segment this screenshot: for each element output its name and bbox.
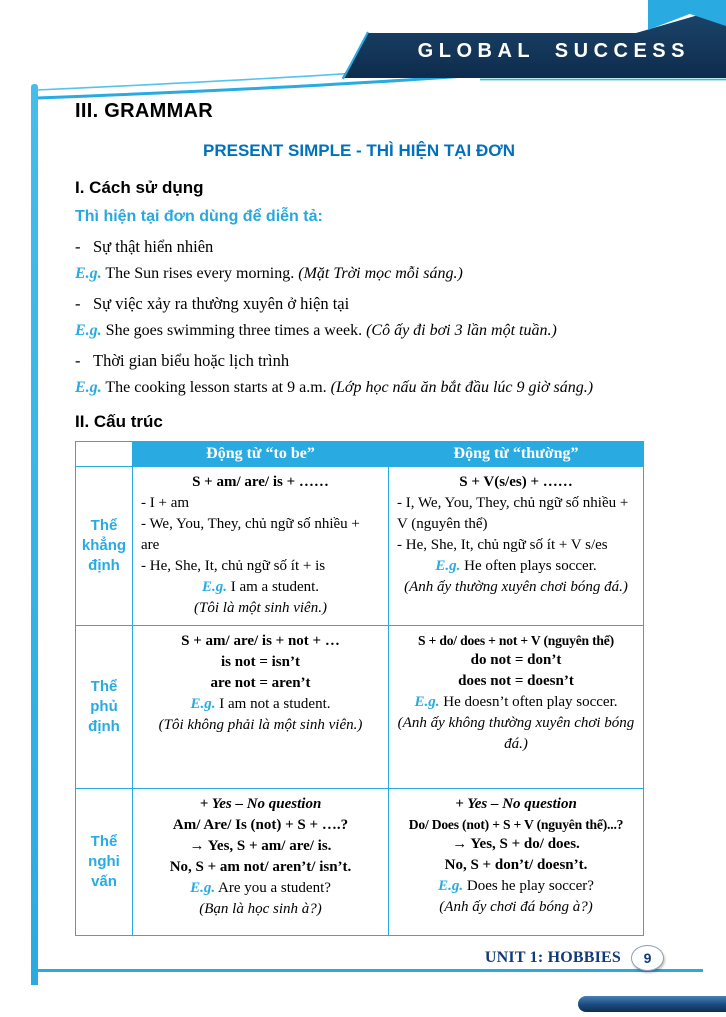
table-line: E.g. He doesn’t often play soccer. — [414, 694, 618, 711]
table-line: are not = aren’t — [210, 675, 311, 691]
bullet-dash: - — [75, 237, 81, 256]
footer-unit-label: UNIT 1: HOBBIES — [484, 949, 621, 966]
left-accent-bar — [31, 84, 38, 985]
table-line: No, S + am not/ aren’t/ isn’t. — [169, 859, 352, 875]
table-body — [76, 467, 644, 936]
table-line: - We, You, They, chủ ngữ số nhiều + are — [141, 516, 360, 553]
table-line: → Yes, S + am/ are/ is. — [189, 838, 332, 854]
table-line: (Tôi là một sinh viên.) — [194, 600, 327, 616]
table-line: (Anh ấy thường xuyên chơi bóng đá.) — [404, 579, 628, 595]
usage-example — [75, 265, 643, 283]
example-translation: (Lớp học nấu ăn bắt đầu lúc 9 giờ sáng.) — [330, 379, 594, 396]
table-line: does not = doesn’t — [458, 673, 574, 690]
table-row — [76, 626, 644, 789]
ordinary-verb-cell — [389, 789, 644, 936]
eg-label: E.g. — [414, 694, 440, 711]
usage-intro: Thì hiện tại đơn dùng để diễn tả: — [75, 208, 323, 225]
usage-list — [75, 237, 643, 397]
table-line: is not = isn’t — [221, 654, 300, 670]
table-line: S + do/ does + not + V (nguyên thể) — [418, 633, 614, 648]
usage-example — [75, 379, 643, 397]
table-line: S + am/ are/ is + not + … — [181, 633, 340, 649]
example-sentence: The cooking lesson starts at 9 a.m. — [101, 379, 331, 396]
tobe-cell — [133, 789, 389, 936]
table-line: E.g. He often plays soccer. — [435, 558, 597, 574]
usage-example — [75, 322, 643, 340]
table-line: Am/ Are/ Is (not) + S + ….? — [172, 817, 349, 833]
ordinary-verb-cell — [389, 467, 644, 626]
row-label: Thể phủ định — [76, 626, 133, 789]
example-sentence: She goes swimming three times a week. — [101, 322, 367, 339]
table-row — [76, 789, 644, 936]
lesson-title: PRESENT SIMPLE - THÌ HIỆN TẠI ĐƠN — [202, 141, 516, 160]
brand-logo: GLOBAL SUCCESS — [417, 40, 690, 62]
usage-point-text: Sự việc xảy ra thường xuyên ở hiện tại — [93, 294, 350, 313]
table-line: E.g. Are you a student? — [190, 880, 331, 896]
table-line: - He, She, It, chủ ngữ số ít + is — [141, 558, 326, 574]
eg-label: E.g. — [75, 379, 102, 396]
table-line: E.g. Does he play soccer? — [438, 878, 594, 895]
table-line: E.g. I am a student. — [201, 579, 320, 595]
usage-point — [75, 237, 643, 257]
structure-table — [75, 441, 644, 936]
row-label: Thể nghi vấn — [76, 789, 133, 936]
bullet-dash: - — [75, 294, 81, 313]
table-row — [76, 467, 644, 626]
table-line: No, S + don’t/ doesn’t. — [444, 857, 588, 874]
usage-point-text: Thời gian biểu hoặc lịch trình — [93, 351, 290, 370]
eg-label: E.g. — [75, 265, 102, 282]
table-header-row — [76, 442, 644, 467]
table-line: → Yes, S + do/ does. — [452, 836, 580, 853]
usage-point — [75, 294, 643, 314]
section-title: III. GRAMMAR — [75, 100, 214, 122]
ordinary-verb-cell — [389, 626, 644, 789]
bullet-dash: - — [75, 351, 81, 370]
table-line: (Tôi không phải là một sinh viên.) — [158, 717, 363, 733]
table-line: S + V(s/es) + …… — [459, 474, 573, 490]
eg-label: E.g. — [201, 579, 227, 595]
example-translation: (Cô ấy đi bơi 3 lần một tuần.) — [366, 322, 557, 339]
bottom-accent-bar — [578, 996, 726, 1012]
page-number-badge: 9 — [631, 945, 664, 971]
table-line: (Anh ấy chơi đá bóng à?) — [439, 899, 593, 916]
table-line: do not = don’t — [470, 652, 562, 669]
usage-point — [75, 351, 643, 371]
structure-heading: II. Cấu trúc — [75, 412, 163, 431]
table-line: - He, She, It, chủ ngữ số ít + V s/es — [397, 537, 608, 553]
eg-label: E.g. — [190, 696, 216, 712]
table-line: - I, We, You, They, chủ ngữ số nhiều + V (nguyên thể) — [397, 495, 629, 532]
footer — [485, 945, 664, 971]
example-sentence: The Sun rises every morning. — [101, 265, 299, 282]
table-line: (Anh ấy không thường xuyên chơi bóng đá.) — [397, 715, 635, 753]
tobe-cell — [133, 626, 389, 789]
table-line: - I + am — [141, 495, 190, 511]
page-content — [75, 94, 643, 936]
table-line: + Yes – No question — [455, 796, 577, 812]
table-line: (Bạn là học sinh à?) — [199, 901, 322, 917]
table-line: E.g. I am not a student. — [190, 696, 331, 712]
usage-point-text: Sự thật hiển nhiên — [93, 237, 214, 256]
row-label: Thể khẳng định — [76, 467, 133, 626]
table-header-ordinary: Động từ “thường” — [389, 442, 644, 467]
table-line: S + am/ are/ is + …… — [192, 474, 329, 490]
usage-heading: I. Cách sử dụng — [75, 178, 204, 197]
eg-label: E.g. — [75, 322, 102, 339]
eg-label: E.g. — [435, 558, 461, 574]
table-line: + Yes – No question — [199, 796, 322, 812]
eg-label: E.g. — [190, 880, 216, 896]
eg-label: E.g. — [438, 878, 464, 895]
table-header-tobe: Động từ “to be” — [133, 442, 389, 467]
tobe-cell — [133, 467, 389, 626]
table-corner-cell — [76, 442, 133, 467]
example-translation: (Mặt Trời mọc mỗi sáng.) — [298, 265, 463, 282]
table-line: Do/ Does (not) + S + V (nguyên thể)...? — [408, 817, 624, 832]
